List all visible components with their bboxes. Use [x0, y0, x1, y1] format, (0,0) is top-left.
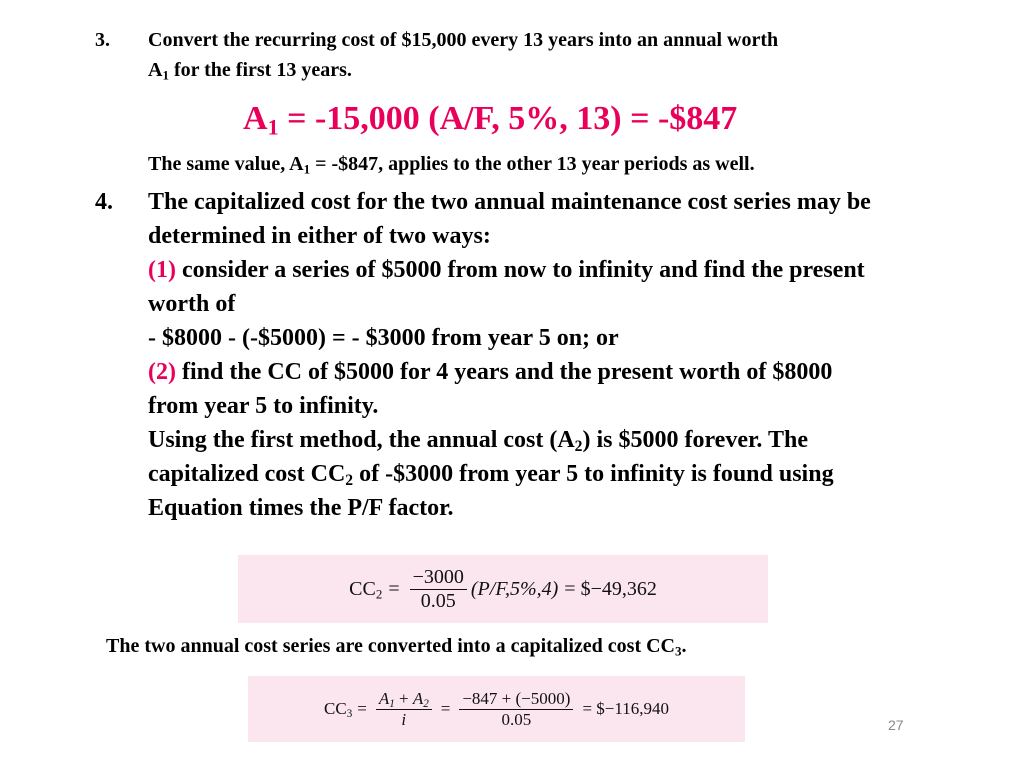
cc3-result: = $−116,940: [582, 699, 669, 718]
cc2-result: = $−49,362: [564, 577, 657, 600]
item-4-option-2: (2) find the CC of $5000 for 4 years and the present worth of $8000: [148, 359, 833, 385]
item-4-option-1: (1) consider a series of $5000 from now to infinity and find the present: [148, 257, 865, 283]
cc2-factor: (P/F,5%,4): [470, 577, 559, 600]
cc3-equation-box: [248, 676, 745, 742]
item-4-line-4: worth of: [148, 291, 236, 317]
cc2-numerator: −3000: [410, 566, 467, 590]
item-3-line-1: Convert the recurring cost of $15,000 every 13 years into an annual worth: [148, 29, 779, 51]
cc3-lhs: $CC_3$: [324, 699, 353, 720]
cc3-equals-1: =: [357, 699, 367, 718]
cc2-equation-box: [238, 555, 768, 623]
cc3-denominator-2: 0.05: [501, 709, 532, 729]
cc3-numerator-2: −847 + (−5000): [459, 689, 573, 710]
item-4-line-1: The capitalized cost for the two annual maintenance cost series may be: [148, 189, 871, 215]
item-4-line-2: determined in either of two ways:: [148, 223, 491, 249]
option-2-label: (2): [148, 359, 176, 385]
page-number: 27: [888, 717, 904, 733]
summary-line: The two annual cost series are converted into a capitalized cost $CC_3$.: [106, 635, 687, 659]
item-4-line-9: capitalized cost $CC_2$ of -$3000 from year 5 to infinity is found using: [148, 461, 834, 489]
cc2-equals: =: [388, 577, 400, 600]
item-4-line-5: - $8000 - (-$5000) = - $3000 from year 5 on; or: [148, 325, 619, 351]
cc3-numerator-1: $A_1 + A_2$: [376, 689, 432, 710]
cc3-denominator-1: i: [401, 709, 407, 729]
cc3-equals-2: =: [440, 699, 451, 718]
cc3-fraction-1: [376, 689, 432, 729]
item-4-line-7: from year 5 to infinity.: [148, 393, 379, 419]
cc2-lhs: $CC_2$: [349, 577, 383, 601]
item-3-line-2: $A_1$ for the first 13 years.: [148, 59, 352, 83]
cc2-denominator: 0.05: [420, 589, 456, 612]
option-1-label: (1): [148, 257, 176, 283]
item-4-number: 4.: [95, 189, 113, 215]
item-4-line-10: Equation times the P/F factor.: [148, 495, 454, 521]
cc3-fraction-2: [459, 689, 573, 729]
item-3-note: The same value, $A_1$ = -$847, applies to the other 13 year periods as well.: [148, 153, 755, 177]
item-4-line-8: Using the first method, the annual cost $(A_2)$ is $5000 forever. The: [148, 427, 809, 455]
item-3-equation: $A_1 = -15,000$ (A/F, 5%, 13) = -$847: [243, 100, 738, 140]
cc2-fraction: [410, 566, 467, 613]
item-3-number: 3.: [95, 29, 110, 51]
